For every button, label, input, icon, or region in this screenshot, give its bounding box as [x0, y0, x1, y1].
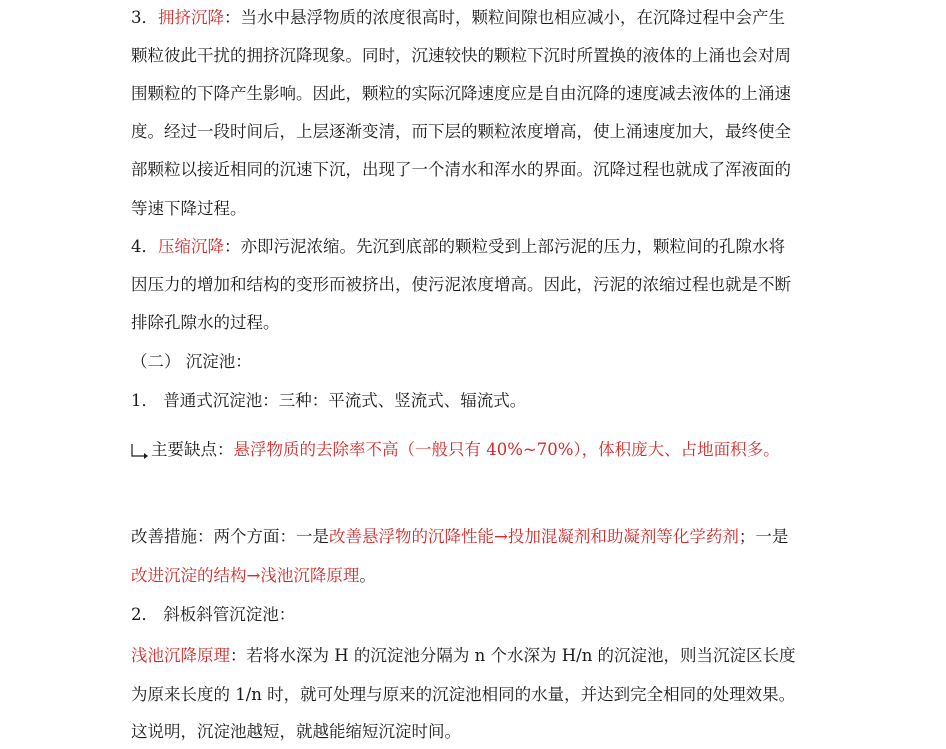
improve-mid: ；一是	[738, 527, 789, 546]
sub1-drawback-text: 悬浮物质的去除率不高（一般只有 40%~70%），体积庞大、占地面积多。	[233, 440, 780, 459]
shallow-term: 浅池沉降原理	[131, 646, 230, 665]
shallow-line2: 为原来长度的 1/n 时，就可处理与原来的沉淀池相同的水量，并达到完全相同的处理效果。	[131, 685, 796, 704]
sub1-heading: 1． 普通式沉淀池：三种：平流式、竖流式、辐流式。	[131, 391, 527, 410]
sub1-drawback-line	[131, 440, 780, 460]
item4-line1	[131, 237, 785, 257]
shallow-text1: ：若将水深为 H 的沉淀池分隔为 n 个水深为 H/n 的沉淀池，则当沉淀区长度	[230, 646, 796, 665]
item3-line2: 颗粒彼此干扰的拥挤沉降现象。同时，沉速较快的颗粒下沉时所置换的液体的上涌也会对周	[131, 46, 791, 65]
item3-term: 拥挤沉降	[158, 8, 224, 27]
shallow-line3: 这说明，沉淀池越短，就越能缩短沉淀时间。	[131, 722, 461, 741]
improve-red1: 改善悬浮物的沉降性能→投加混凝剂和助凝剂等化学药剂	[329, 527, 739, 546]
item3-line6: 等速下降过程。	[131, 199, 247, 218]
item4-number: 4．	[131, 237, 158, 256]
item3-line1	[131, 8, 785, 28]
shallow-line1	[131, 646, 796, 666]
item4-line3: 排除孔隙水的过程。	[131, 313, 280, 332]
improve-end: 。	[359, 566, 376, 585]
sub1-drawback-label: 主要缺点：	[151, 440, 234, 459]
improve-line2	[131, 566, 376, 586]
sub2-heading: 2． 斜板斜管沉淀池：	[131, 605, 296, 624]
item3-text1: ：当水中悬浮物质的浓度很高时，颗粒间隙也相应减小，在沉降过程中会产生	[224, 8, 785, 27]
item4-term: 压缩沉降	[158, 237, 224, 256]
item3-line5: 部颗粒以接近相同的沉速下沉，出现了一个清水和浑水的界面。沉降过程也就成了浑液面的	[131, 160, 791, 179]
corner-arrow-icon	[131, 443, 151, 457]
improve-line1	[131, 527, 788, 547]
item4-line2: 因压力的增加和结构的变形而被挤出，使污泥浓度增高。因此，污泥的浓缩过程也就是不断	[131, 275, 791, 294]
item4-text1: ：亦即污泥浓缩。先沉到底部的颗粒受到上部污泥的压力，颗粒间的孔隙水将	[224, 237, 785, 256]
item3-line3: 围颗粒的下降产生影响。因此，颗粒的实际沉降速度应是自由沉降的速度减去液体的上涌速	[131, 84, 791, 103]
item3-line4: 度。经过一段时间后，上层逐渐变清，而下层的颗粒浓度增高，使上涌速度加大，最终使全	[131, 122, 791, 141]
section2-heading: （二） 沉淀池：	[131, 352, 252, 371]
improve-label: 改善措施：两个方面：一是	[131, 527, 329, 546]
improve-red2: 改进沉淀的结构→浅池沉降原理	[131, 566, 360, 585]
item3-number: 3．	[131, 8, 158, 27]
